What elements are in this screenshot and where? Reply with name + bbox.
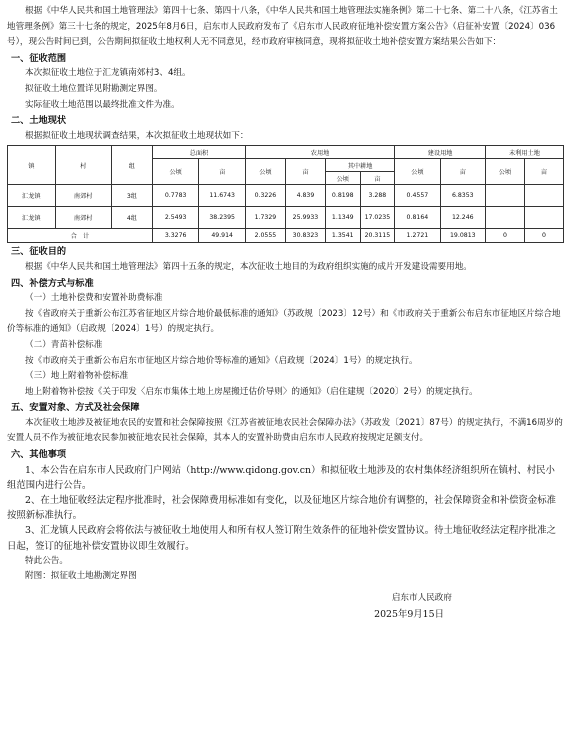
cell: 1.1349 xyxy=(325,207,360,229)
unit-mu: 亩 xyxy=(360,172,395,185)
cell: 17.0235 xyxy=(360,207,395,229)
section-6-p2: 2、在土地征收经法定程序批准时，社会保障费用标准如有变化，以及征地区片综合地价有调整的，社会保障资金和补偿资金标准按照新标准执行。 xyxy=(7,495,556,522)
table-row-total xyxy=(8,229,564,243)
cell: 3组 xyxy=(111,185,152,207)
cell: 0.3226 xyxy=(245,185,285,207)
cell: 汇龙镇 xyxy=(8,185,56,207)
attachment-note: 附图：拟征收土地勘测定界图 xyxy=(25,571,137,582)
section-1-title: 一、征收范围 xyxy=(11,52,67,64)
header-unused-land: 未利用土地 xyxy=(486,146,564,159)
unit-mu: 亩 xyxy=(524,159,563,185)
cell: 0.7783 xyxy=(152,185,199,207)
cell: 20.3115 xyxy=(360,229,395,243)
closing-text: 特此公告。 xyxy=(25,555,68,566)
section-6-p3: 3、汇龙镇人民政府会将依法与被征收土地使用人和所有权人签订附生效条件的征地补偿安置协议。待土地征收经法定程序批准之日起，签订的征地补偿安置协议即生效履行。 xyxy=(7,525,556,552)
section-5-title: 五、安置对象、方式及社会保障 xyxy=(11,402,140,414)
section-3-title: 三、征收目的 xyxy=(11,246,67,258)
header-total-area: 总面积 xyxy=(152,146,245,159)
section-6-p1: 1、本公告在启东市人民政府门户网站（http://www.qidong.gov.cn）和拟征收土地涉及的农村集体经济组织所在镇村、村民小组范围内进行公告。 xyxy=(7,464,555,491)
cell: 1.2721 xyxy=(395,229,440,243)
cell: 1.3541 xyxy=(325,229,360,243)
cell xyxy=(524,207,563,229)
cell: 0 xyxy=(486,229,525,243)
cell: 0.4557 xyxy=(395,185,440,207)
section-4-sub3: （三）地上附着物补偿标准 xyxy=(25,371,129,382)
unit-mu: 亩 xyxy=(199,159,246,185)
cell: 汇龙镇 xyxy=(8,207,56,229)
land-status-table xyxy=(7,145,564,243)
section-1-p3: 实际征收土地范围以最终批准文件为准。 xyxy=(25,99,180,110)
section-4-sub1: （一）土地补偿费和安置补助费标准 xyxy=(25,293,163,304)
section-3-p1: 根据《中华人民共和国土地管理法》第四十五条的规定，本次征收土地目的为政府组织实施的成片开发建设需要用地。 xyxy=(25,261,472,272)
table-row xyxy=(8,207,564,229)
header-farmland: 其中耕地 xyxy=(325,159,394,172)
cell: 4.839 xyxy=(285,185,325,207)
section-1-p2: 拟征收土地位置详见附勘测定界图。 xyxy=(25,83,163,94)
cell xyxy=(486,207,525,229)
unit-mu: 亩 xyxy=(285,159,325,185)
header-build-land: 建设用地 xyxy=(395,146,486,159)
cell: 0.8164 xyxy=(395,207,440,229)
header-town: 镇 xyxy=(8,146,56,185)
header-group: 组 xyxy=(111,146,152,185)
cell: 南郊村 xyxy=(55,185,111,207)
cell: 19.0813 xyxy=(440,229,485,243)
header-village: 村 xyxy=(55,146,111,185)
cell: 25.9933 xyxy=(285,207,325,229)
cell: 2.0555 xyxy=(245,229,285,243)
cell xyxy=(524,185,563,207)
cell: 38.2395 xyxy=(199,207,246,229)
issue-date: 2025年9月15日 xyxy=(374,608,444,620)
section-2-p1: 根据拟征收土地现状调查结果，本次拟征收土地现状如下： xyxy=(25,130,249,141)
unit-mu: 亩 xyxy=(440,159,485,185)
section-2-title: 二、土地现状 xyxy=(11,115,67,127)
section-6-title: 六、其他事项 xyxy=(11,449,67,461)
cell: 3.3276 xyxy=(152,229,199,243)
table-row xyxy=(8,185,564,207)
cell xyxy=(486,185,525,207)
cell: 3.288 xyxy=(360,185,395,207)
cell: 12.246 xyxy=(440,207,485,229)
cell: 0.8198 xyxy=(325,185,360,207)
total-label: 合 计 xyxy=(8,229,153,243)
section-4-title: 四、补偿方式与标准 xyxy=(11,277,94,289)
section-4-p2: 按《市政府关于重新公布启东市征地区片综合地价等标准的通知》（启政规〔2024〕1号）的规定执行。 xyxy=(25,355,418,366)
header-agri-land: 农用地 xyxy=(245,146,394,159)
section-5-p1: 本次征收土地涉及被征地农民的安置和社会保障按照《江苏省被征地农民社会保障办法》（苏政发〔2021〕87号）的规定执行，不满16周岁的安置人员不作为被征地农民参加被征地农民社会保障，其本人的安置补助费由启东市人民政府按规定足额支付。 xyxy=(7,417,563,444)
cell: 0 xyxy=(524,229,563,243)
cell: 11.6743 xyxy=(199,185,246,207)
cell: 4组 xyxy=(111,207,152,229)
section-1-p1: 本次拟征收土地位于汇龙镇南郊村3、4组。 xyxy=(25,68,191,79)
unit-hectare: 公顷 xyxy=(152,159,199,185)
unit-hectare: 公顷 xyxy=(245,159,285,185)
cell: 6.8353 xyxy=(440,185,485,207)
signer: 启东市人民政府 xyxy=(391,593,452,604)
section-4-sub2: （二）青苗补偿标准 xyxy=(25,339,103,350)
section-4-p3: 地上附着物补偿按《关于印发〈启东市集体土地上房屋搬迁估价导则〉的通知》（启住建规〔2020〕2号）的规定执行。 xyxy=(25,386,478,397)
cell: 2.5493 xyxy=(152,207,199,229)
unit-hectare: 公顷 xyxy=(486,159,525,185)
unit-hectare: 公顷 xyxy=(395,159,440,185)
unit-hectare: 公顷 xyxy=(325,172,360,185)
section-4-p1: 按《省政府关于重新公布江苏省征地区片综合地价最低标准的通知》（苏政规〔2023〕12号）和《市政府关于重新公布启东市征地区片综合地价等标准的通知》（启政规〔2024〕1号）的规定执行。 xyxy=(7,308,561,335)
cell: 1.7329 xyxy=(245,207,285,229)
cell: 30.8323 xyxy=(285,229,325,243)
intro-paragraph: 根据《中华人民共和国土地管理法》第四十七条、第四十八条，《中华人民共和国土地管理法实施条例》第二十七条、第二十八条，《江苏省土地管理条例》第三十七条的规定，2025年8月6日，启东市人民政府发布了《启东市人民政府征地补偿安置方案公告》（启征补安置〔2024〕036号），现公告时间已到，公告期间拟征收土地权利人无不同意见，经市政府审核同意，现将拟征收土地补偿安置方案结果公告如下： xyxy=(7,6,558,48)
cell: 49.914 xyxy=(199,229,246,243)
cell: 南郊村 xyxy=(55,207,111,229)
